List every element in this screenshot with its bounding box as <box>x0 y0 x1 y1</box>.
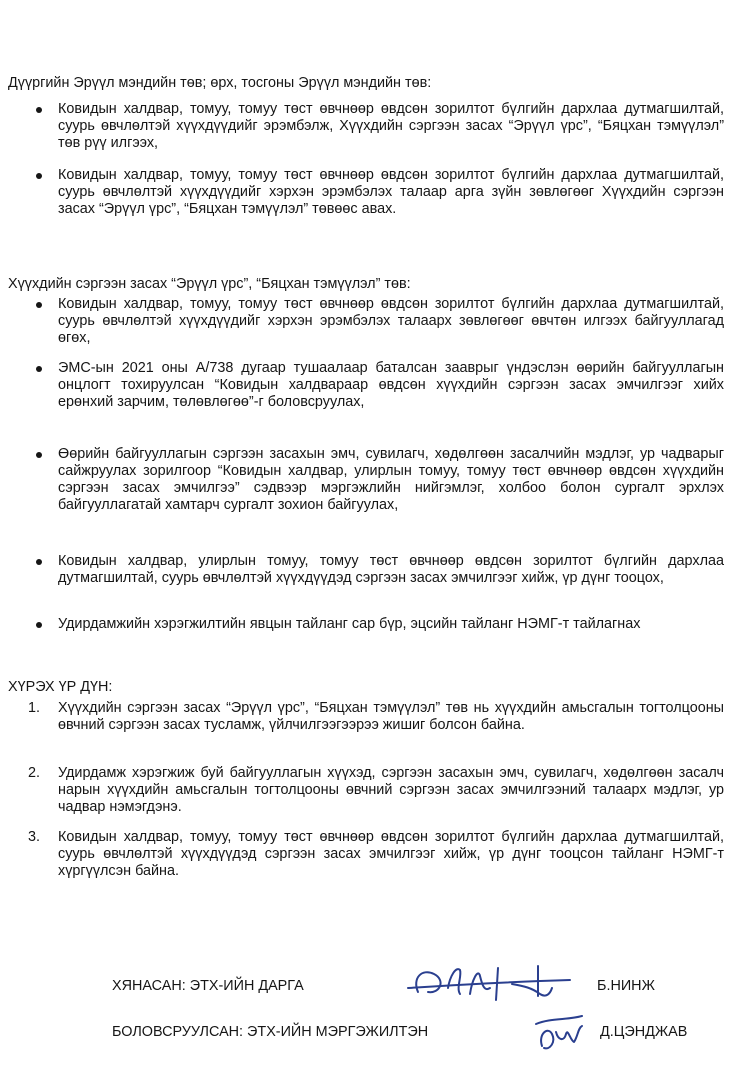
list-item: Ковидын халдвар, улирлын томуу, томуу төст өвчнөөр өвдсөн зорилтот бүлгийн дархлаа дутмагшилтай, суурь өвчлөлтэй хүүхдүүдэд сэргээн засах эмчилгээг хийж, үр дүнг тооцох, <box>58 553 724 586</box>
reviewer-title: ХЯНАСАН: ЭТХ-ИЙН ДАРГА <box>112 978 304 994</box>
reviewer-signature <box>400 958 580 1008</box>
item-number: 1. <box>28 700 41 716</box>
numbered-item <box>28 700 724 734</box>
list-item: ЭМС-ын 2021 оны А/738 дугаар тушаалаар баталсан зааврыг үндэслэн өөрийн байгууллагын онцлогт тохируулсан “Ковидын халдвараар өвдсөн хүүхдийн сэргээн засах эмчилгээг хийх ерөнхий зарчим, төлөвлөгөө”-г боловсруулах, <box>58 360 724 410</box>
item-number: 3. <box>28 829 41 845</box>
section-heading: Дүүргийн Эрүүл мэндийн төв; өрх, тосгоны Эрүүл мэндийн төв: <box>8 75 432 91</box>
list-item: Өөрийн байгууллагын сэргээн засахын эмч, сувилагч, хөдөлгөөн засалчийн мэдлэг, ур чадварыг сайжруулах зорилгоор “Ковидын халдвар, улирлын томуу, томуу төст өвчнөөр өвдсөн хүүхдийн сэргээн засах эмчилгээ” сэдвээр мэргэжлийн нийгэмлэг, холбоо болон сургалт эрхлэх байгууллагатай хамтарч сургалт зохион байгуулах, <box>58 446 724 513</box>
list-item: Ковидын халдвар, томуу, томуу төст өвчнөөр өвдсөн зорилтот бүлгийн дархлаа дутмагшилтай, суурь өвчлөлтэй хүүхдүүдийг хэрхэн эрэмбэлэх талаарх зөвлөгөөг өвчтөн илгээх байгууллагад өгөх, <box>58 296 724 346</box>
item-text: Удирдамж хэрэгжиж буй байгууллагын хүүхэд, сэргээн засахын эмч, сувилагч, хөдөлгөөн засалч нарын хүүхдийн амьсгалын тогтолцооны өвчний сэргээн засах эмчилгээний талаарх мэдлэг, ур чадвар нэмэгдэнэ. <box>58 765 724 815</box>
preparer-signature <box>530 1006 590 1058</box>
item-text: Хүүхдийн сэргээн засах “Эрүүл үрс”, “Бяцхан тэмүүлэл” төв нь хүүхдийн амьсгалын тогтолцооны өвчний сэргээн засах тусламж, үйлчилгээгээрээ жишиг болсон байна. <box>58 700 724 733</box>
results-heading: ХҮРЭХ ҮР ДҮН: <box>8 679 113 695</box>
section-heading: Хүүхдийн сэргээн засах “Эрүүл үрс”, “Бяцхан тэмүүлэл” төв: <box>8 276 411 292</box>
list-item: Ковидын халдвар, томуу, томуу төст өвчнөөр өвдсөн зорилтот бүлгийн дархлаа дутмагшилтай, суурь өвчлөлтэй хүүхдүүдийг эрэмбэлж, Хүүхдийн сэргээн засах “Эрүүл үрс”, “Бяцхан тэмүүлэл” төв рүү илгээх, <box>58 101 724 151</box>
list-item: Удирдамжийн хэрэгжилтийн явцын тайланг сар бүр, эцсийн тайланг НЭМГ-т тайлагнах <box>58 616 724 633</box>
numbered-item <box>28 765 724 816</box>
item-number: 2. <box>28 765 41 781</box>
numbered-item <box>28 829 724 880</box>
item-text: Ковидын халдвар, томуу, томуу төст өвчнөөр өвдсөн зорилтот бүлгийн дархлаа дутмагшилтай, суурь өвчлөлтэй хүүхдүүдэд сэргээн засах эмчилгээг хийж, үр дүнг тооцсон тайланг НЭМГ-т хүргүүлсэн байна. <box>58 829 724 879</box>
list-item: Ковидын халдвар, томуу, томуу төст өвчнөөр өвдсөн зорилтот бүлгийн дархлаа дутмагшилтай, суурь өвчлөлтэй хүүхдүүдийг хэрхэн эрэмбэлэх талаар арга зүйн зөвлөгөөг Хүүхдийн сэргээн засах “Эрүүл үрс”, “Бяцхан тэмүүлэл” төвөөс авах. <box>58 167 724 217</box>
reviewer-name: Б.НИНЖ <box>597 978 655 994</box>
preparer-name: Д.ЦЭНДЖАВ <box>600 1024 688 1040</box>
preparer-title: БОЛОВСРУУЛСАН: ЭТХ-ИЙН МЭРГЭЖИЛТЭН <box>112 1024 429 1040</box>
